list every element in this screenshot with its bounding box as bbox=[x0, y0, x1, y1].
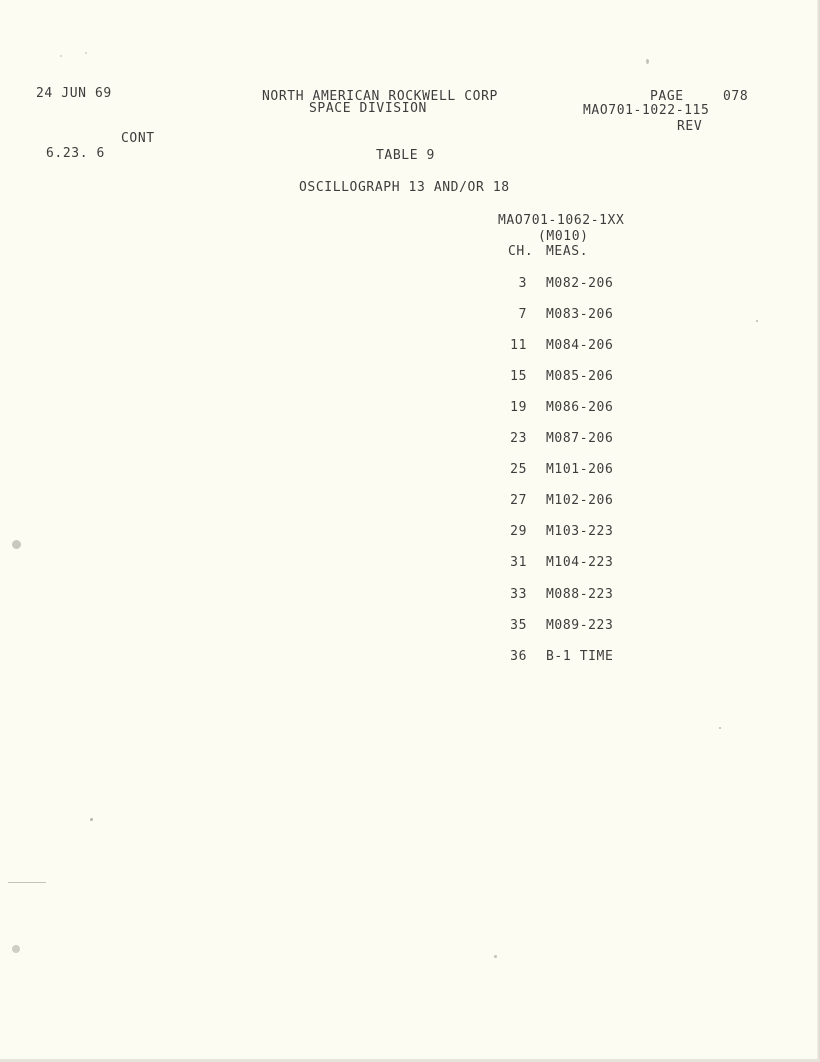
channel-number: 36 bbox=[510, 649, 527, 664]
table-subtitle: OSCILLOGRAPH 13 AND/OR 18 bbox=[299, 180, 510, 195]
table-row bbox=[500, 431, 700, 447]
channel-number: 23 bbox=[510, 431, 527, 446]
channel-number: 25 bbox=[510, 462, 527, 477]
channel-number: 11 bbox=[510, 338, 527, 353]
report-date: 24 JUN 69 bbox=[36, 86, 112, 101]
measurement-id: B-1 TIME bbox=[546, 649, 614, 664]
table-row bbox=[500, 524, 700, 540]
measurement-id: M088-223 bbox=[546, 587, 614, 602]
measurement-id: M085-206 bbox=[546, 369, 614, 384]
config-number: MAO701-1062-1XX bbox=[498, 213, 625, 228]
rev-label: REV bbox=[677, 119, 703, 134]
page-number: 078 bbox=[723, 89, 749, 104]
document-number: MAO701-1022-115 bbox=[583, 103, 710, 118]
channel-number: 33 bbox=[510, 587, 527, 602]
table-row bbox=[500, 307, 700, 323]
scan-speck bbox=[60, 55, 62, 57]
channel-number: 31 bbox=[510, 555, 527, 570]
table-row bbox=[500, 338, 700, 354]
scan-speck bbox=[756, 320, 758, 322]
scan-speck bbox=[12, 945, 20, 953]
cont-label: CONT bbox=[121, 131, 155, 146]
column-header-channel: CH. bbox=[508, 244, 534, 259]
table-row bbox=[500, 493, 700, 509]
section-number: 6.23. 6 bbox=[46, 146, 105, 161]
scan-speck bbox=[646, 59, 649, 64]
measurement-id: M101-206 bbox=[546, 462, 614, 477]
measurement-id: M084-206 bbox=[546, 338, 614, 353]
channel-number: 27 bbox=[510, 493, 527, 508]
scan-speck bbox=[85, 52, 87, 54]
column-header-measurement: MEAS. bbox=[546, 244, 589, 259]
table-row bbox=[500, 400, 700, 416]
scan-speck bbox=[12, 540, 21, 549]
measurement-id: M089-223 bbox=[546, 618, 614, 633]
table-row bbox=[500, 462, 700, 478]
scan-speck bbox=[494, 955, 497, 958]
company-name: NORTH AMERICAN ROCKWELL CORP bbox=[262, 89, 498, 104]
table-row bbox=[500, 555, 700, 571]
channel-number: 15 bbox=[510, 369, 527, 384]
measurement-id: M083-206 bbox=[546, 307, 614, 322]
measurement-id: M103-223 bbox=[546, 524, 614, 539]
channel-number: 29 bbox=[510, 524, 527, 539]
table-row bbox=[500, 618, 700, 634]
config-code: (M010) bbox=[538, 229, 589, 244]
channel-number: 7 bbox=[518, 307, 527, 322]
table-title: TABLE 9 bbox=[376, 148, 435, 163]
channel-number: 35 bbox=[510, 618, 527, 633]
channel-number: 19 bbox=[510, 400, 527, 415]
table-row bbox=[500, 276, 700, 292]
measurement-id: M102-206 bbox=[546, 493, 614, 508]
division-name: SPACE DIVISION bbox=[309, 101, 427, 116]
measurement-id: M087-206 bbox=[546, 431, 614, 446]
scan-speck bbox=[90, 818, 93, 821]
scan-speck bbox=[719, 727, 721, 729]
measurement-id: M104-223 bbox=[546, 555, 614, 570]
scan-speck bbox=[8, 882, 46, 883]
measurement-id: M082-206 bbox=[546, 276, 614, 291]
page-label: PAGE bbox=[650, 89, 684, 104]
table-row bbox=[500, 649, 700, 665]
table-row bbox=[500, 587, 700, 603]
channel-number: 3 bbox=[518, 276, 527, 291]
table-row bbox=[500, 369, 700, 385]
measurement-id: M086-206 bbox=[546, 400, 614, 415]
